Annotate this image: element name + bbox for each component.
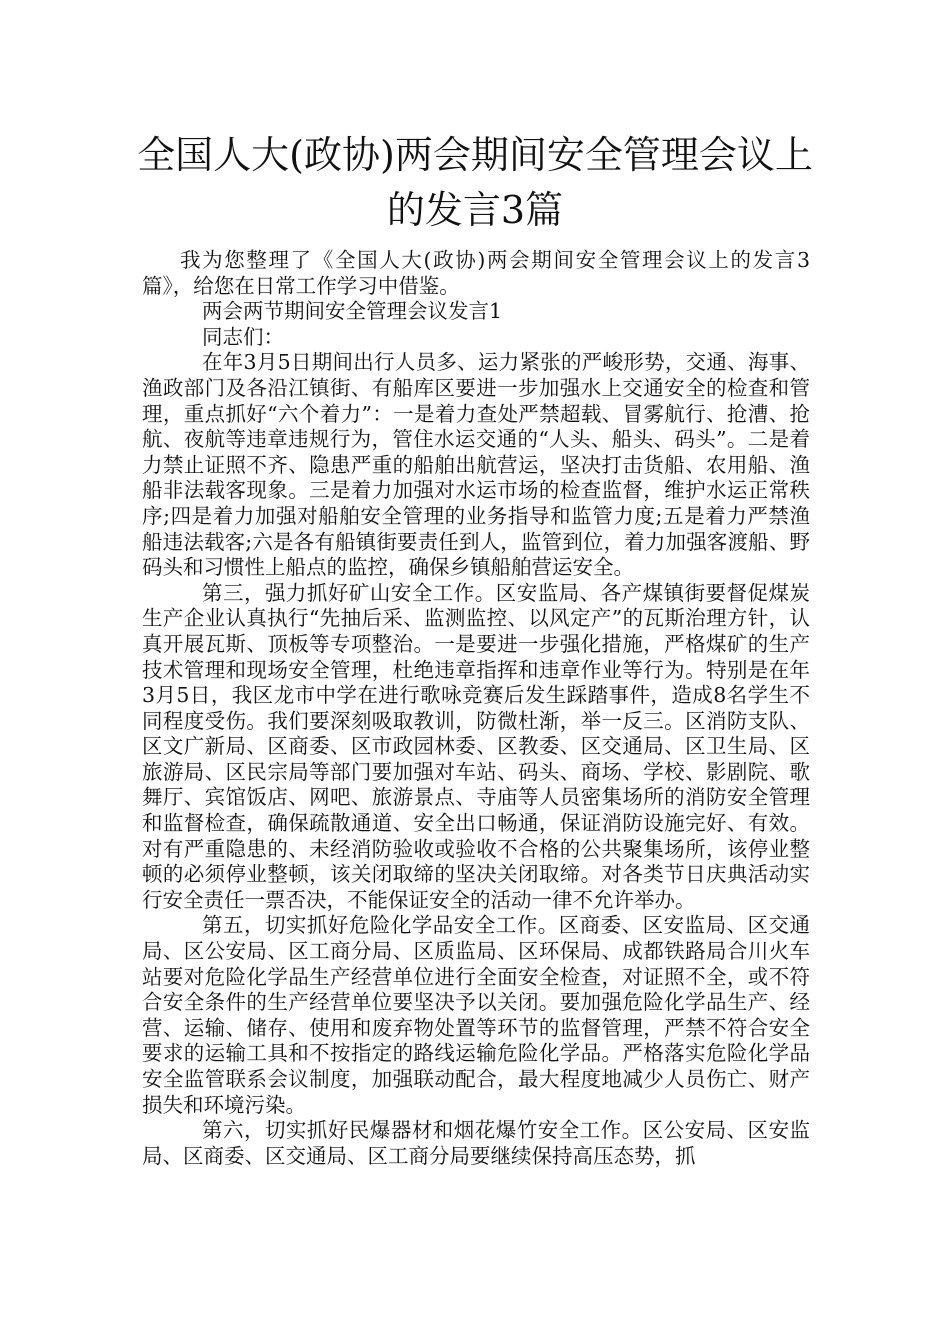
document-title: 全国人大(政协)两会期间安全管理会议上的发言3篇 [137,133,813,232]
body-paragraph: 第三，强力抓好矿山安全工作。区安监局、各产煤镇街要督促煤炭生产企业认真执行“先抽后采、监测监控、以风定产”的瓦斯治理方针，认真开展瓦斯、顶板等专项整治。一是要进一步强化措施，严格煤矿的生产技术管理和现场安全管理，杜绝违章指挥和违章作业等行为。特别是在年3月5日，我区龙市中学在进行歌咏竞赛后发生踩踏事件，造成8名学生不同程度受伤。我们要深刻吸取教训，防微杜渐，举一反三。区消防支队、区文广新局、区商委、区市政园林委、区教委、区交通局、区卫生局、区旅游局、区民宗局等部门要加强对车站、码头、商场、学校、影剧院、歌舞厅、宾馆饭店、网吧、旅游景点、寺庙等人员密集场所的消防安全管理和监督检查，确保疏散通道、安全出口畅通，保证消防设施完好、有效。对有严重隐患的、未经消防验收或验收不合格的公共聚集场所，该停业整顿的必须停业整顿，该关闭取缔的坚决关闭取缔。对各类节日庆典活动实行安全责任一票否决，不能保证安全的活动一律不允许举办。 [142,580,810,912]
salutation: 同志们： [202,324,284,349]
intro-paragraph: 我为您整理了《全国人大(政协)两会期间安全管理会议上的发言3篇》，给您在日常工作学习中借鉴。 [142,248,810,298]
body-paragraph: 在年3月5日期间出行人员多、运力紧张的严峻形势，交通、海事、渔政部门及各沿江镇街、有船库区要进一步加强水上交通安全的检查和管理，重点抓好“六个着力”：一是着力查处严禁超载、冒雾航行、抢漕、抢航、夜航等违章违规行为，管住水运交通的“人头、船头、码头”。二是着力禁止证照不齐、隐患严重的船舶出航营运，坚决打击货船、农用船、渔船非法载客现象。三是着力加强对水运市场的检查监督，维护水运正常秩序;四是着力加强对船舶安全管理的业务指导和监管力度;五是着力严禁渔船违法载客;六是各有船镇街要责任到人，监管到位，着力加强客渡船、野码头和习惯性上船点的监控，确保乡镇船舶营运安全。 [142,350,810,580]
body-paragraph: 第六，切实抓好民爆器材和烟花爆竹安全工作。区公安局、区安监局、区商委、区交通局、区工商分局要继续保持高压态势，抓 [142,1118,810,1168]
body-paragraph: 第五，切实抓好危险化学品安全工作。区商委、区安监局、区交通局、区公安局、区工商分局、区质监局、区环保局、成都铁路局合川火车站要对危险化学品生产经营单位进行全面安全检查，对证照不全，或不符合安全条件的生产经营单位要坚决予以关闭。要加强危险化学品生产、经营、运输、储存、使用和废弃物处置等环节的监督管理，严禁不符合安全要求的运输工具和不按指定的路线运输危险化学品。严格落实危险化学品安全监管联系会议制度，加强联动配合，最大程度地减少人员伤亡、财产损失和环境污染。 [142,913,810,1117]
section-heading: 两会两节期间安全管理会议发言1 [202,299,503,324]
document-body [142,248,810,1169]
